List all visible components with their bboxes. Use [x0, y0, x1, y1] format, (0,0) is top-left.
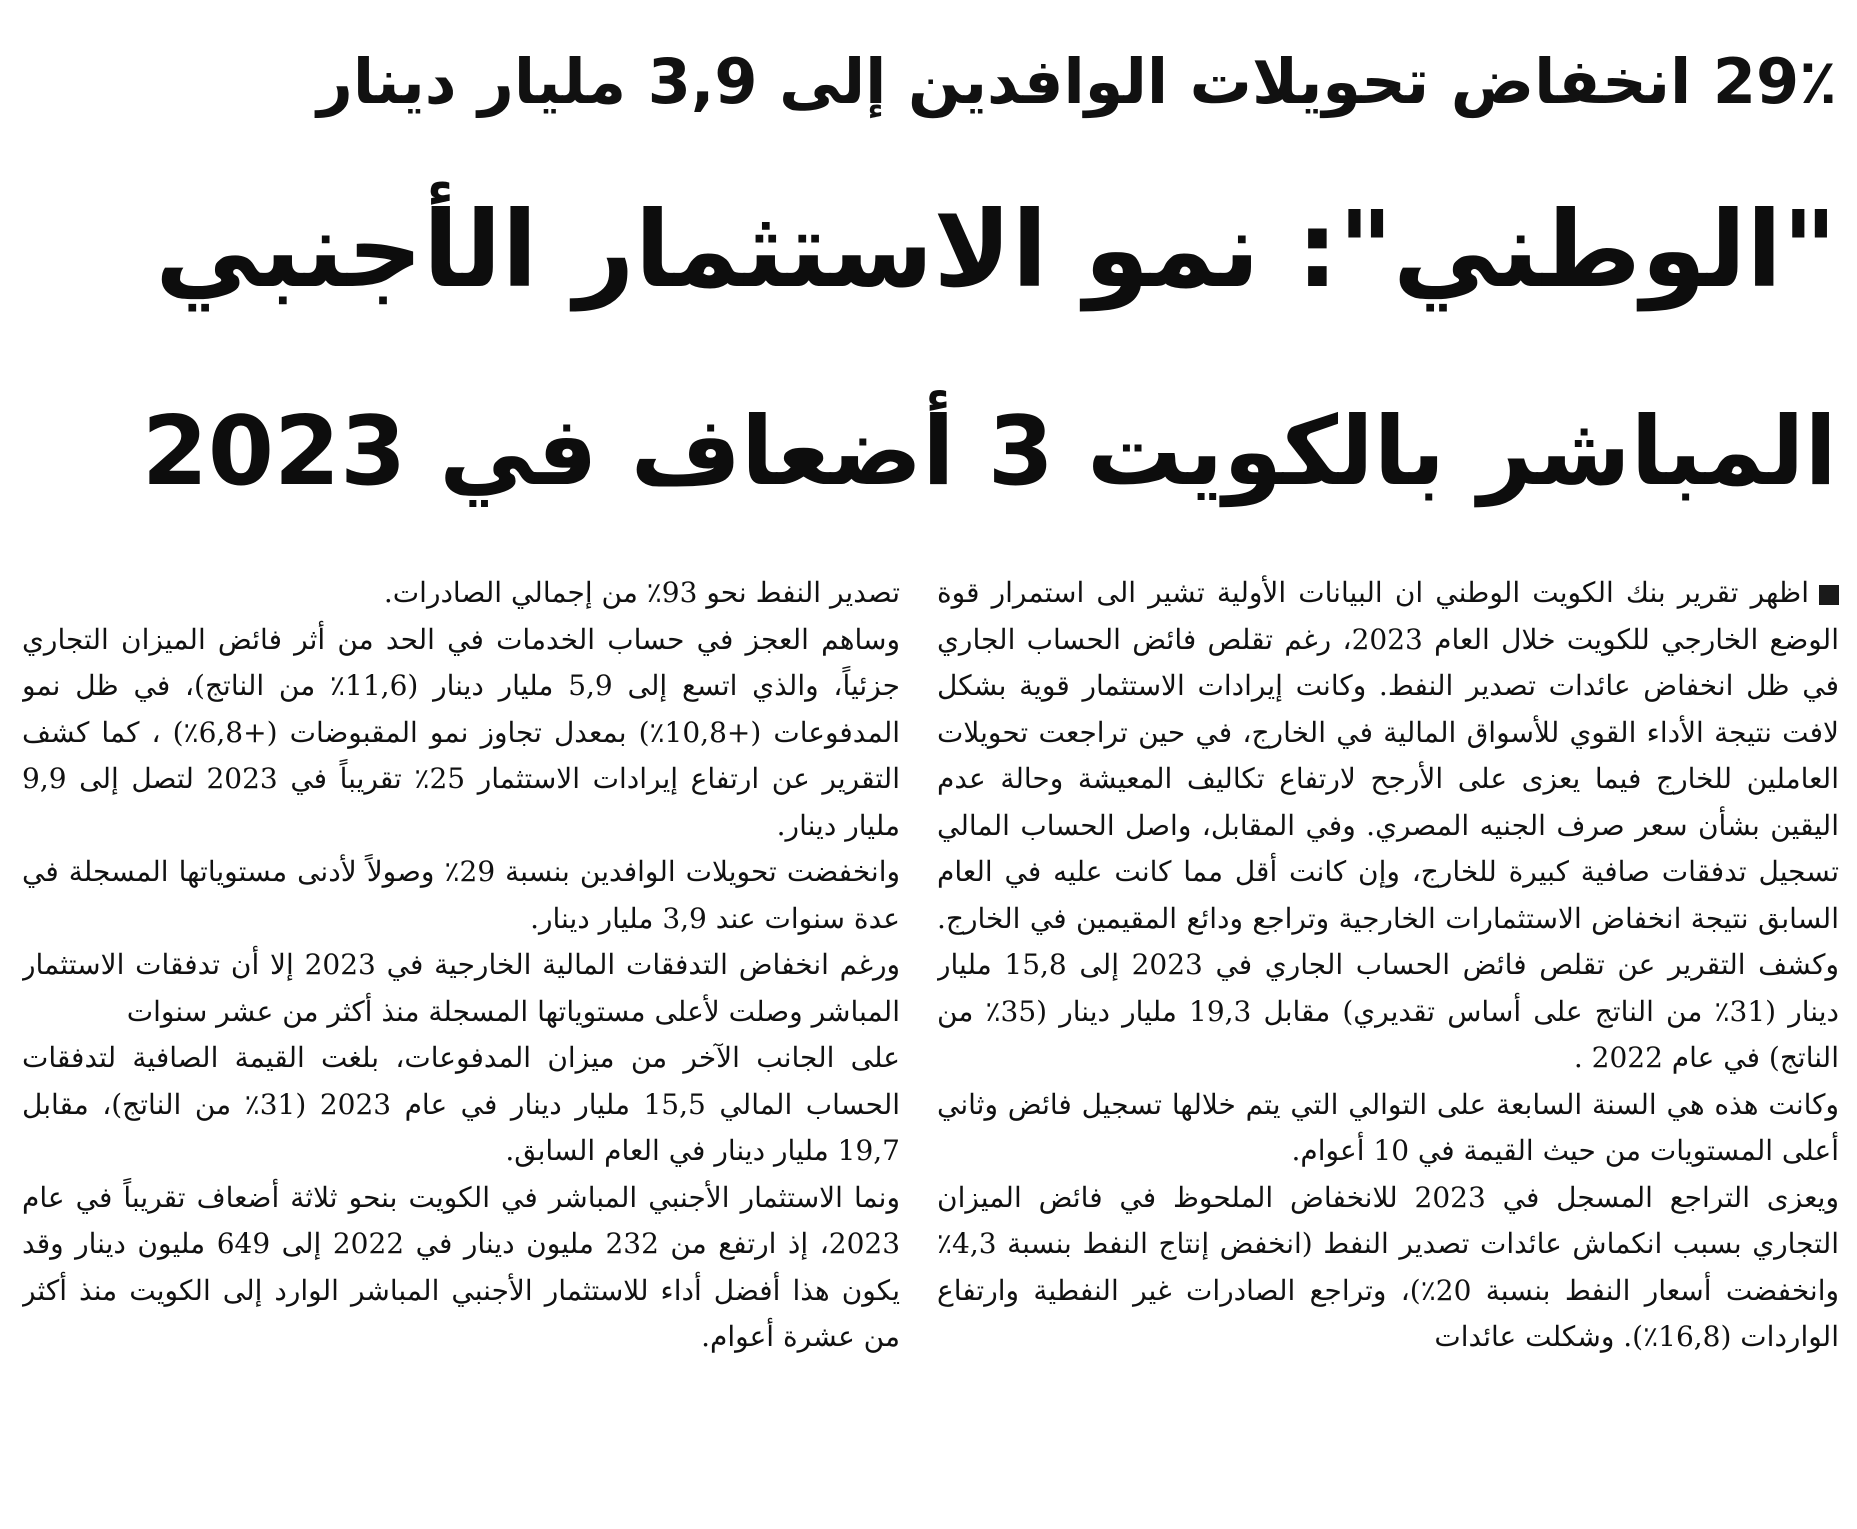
paragraph: وكانت هذه هي السنة السابعة على التوالي التي يتم خلالها تسجيل فائض وثاني أعلى المستويات من حيث القيمة في 10 أعوام.	[937, 1087, 1839, 1167]
body-column-left	[22, 570, 900, 1505]
paragraph: على الجانب الآخر من ميزان المدفوعات، بلغت القيمة الصافية لتدفقات الحساب المالي 15,5 مليار دينار في عام 2023 (31٪ من الناتج)، مقابل 19,7 مليار دينار في العام السابق.	[22, 1041, 900, 1167]
headline-line-1: "الوطني": نمو الاستثمار الأجنبي	[155, 189, 1837, 311]
paragraph: ونما الاستثمار الأجنبي المباشر في الكويت بنحو ثلاثة أضعاف تقريباً في عام 2023، إذ ارتفع من 232 مليون دينار في 2022 إلى 649 مليون دينار وقد يكون هذا أفضل أداء للاستثمار الأجنبي المباشر الوارد إلى الكويت منذ أكثر من عشرة أعوام.	[22, 1180, 900, 1353]
paragraph: تصدير النفط نحو 93٪ من إجمالي الصادرات.	[383, 576, 900, 609]
paragraph: ويعزى التراجع المسجل في 2023 للانخفاض الملحوظ في فائض الميزان التجاري بسبب انكماش عائدات تصدير النفط (انخفض إنتاج النفط بنسبة 4,3٪ وانخفضت أسعار النفط بنسبة 20٪)، وتراجع الصادرات غير النفطية وارتفاع الواردات (16,8٪). وشكلت عائدات	[937, 1180, 1839, 1353]
paragraph: ورغم انخفاض التدفقات المالية الخارجية في 2023 إلا أن تدفقات الاستثمار المباشر وصلت لأعلى مستوياتها المسجلة منذ أكثر من عشر سنوات	[22, 948, 900, 1028]
paragraph	[937, 570, 1839, 1082]
paragraph-text: اظهر تقرير بنك الكويت الوطني ان البيانات الأولية تشير الى استمرار قوة الوضع الخارجي للكويت خلال العام 2023، رغم تقلص فائض الحساب الجاري في ظل انخفاض عائدات تصدير النفط. وكانت إيرادات الاستثمار قوية بشكل لافت نتيجة الأداء القوي للأسواق المالية في الخارج، في حين تراجعت تحويلات العاملين للخارج فيما يعزى على الأرجح لارتفاع تكاليف المعيشة وحالة عدم اليقين بشأن سعر صرف الجنيه المصري. وفي المقابل، واصل الحساب المالي تسجيل تدفقات صافية كبيرة للخارج، وإن كانت أقل مما كانت عليه في العام السابق نتيجة انخفاض الاستثمارات الخارجية وتراجع ودائع المقيمين في الخارج. وكشف التقرير عن تقلص فائض الحساب الجاري في 2023 إلى 15,8 مليار دينار (31٪ من الناتج على أساس تقديري) مقابل 19,3 مليار دينار (35٪ من الناتج) في عام 2022 .	[937, 576, 1839, 1074]
bullet-square-icon	[1819, 585, 1839, 605]
body-column-right	[937, 570, 1839, 1505]
paragraph: وانخفضت تحويلات الوافدين بنسبة 29٪ وصولاً لأدنى مستوياتها المسجلة في عدة سنوات عند 3,9 مليار دينار.	[22, 855, 900, 935]
paragraph: وساهم العجز في حساب الخدمات في الحد من أثر فائض الميزان التجاري جزئياً، والذي اتسع إلى 5,9 مليار دينار (11,6٪ من الناتج)، في ظل نمو المدفوعات (+10,8٪) بمعدل تجاوز نمو المقبوضات (+6,8٪) ، كما كشف التقرير عن ارتفاع إيرادات الاستثمار 25٪ تقريباً في 2023 لتصل إلى 9,9 مليار دينار.	[22, 622, 900, 842]
headline-line-2: المباشر بالكويت 3 أضعاف في 2023	[141, 397, 1837, 507]
kicker-subheadline: 29٪ انخفاض تحويلات الوافدين إلى 3,9 مليار دينار	[317, 45, 1837, 118]
